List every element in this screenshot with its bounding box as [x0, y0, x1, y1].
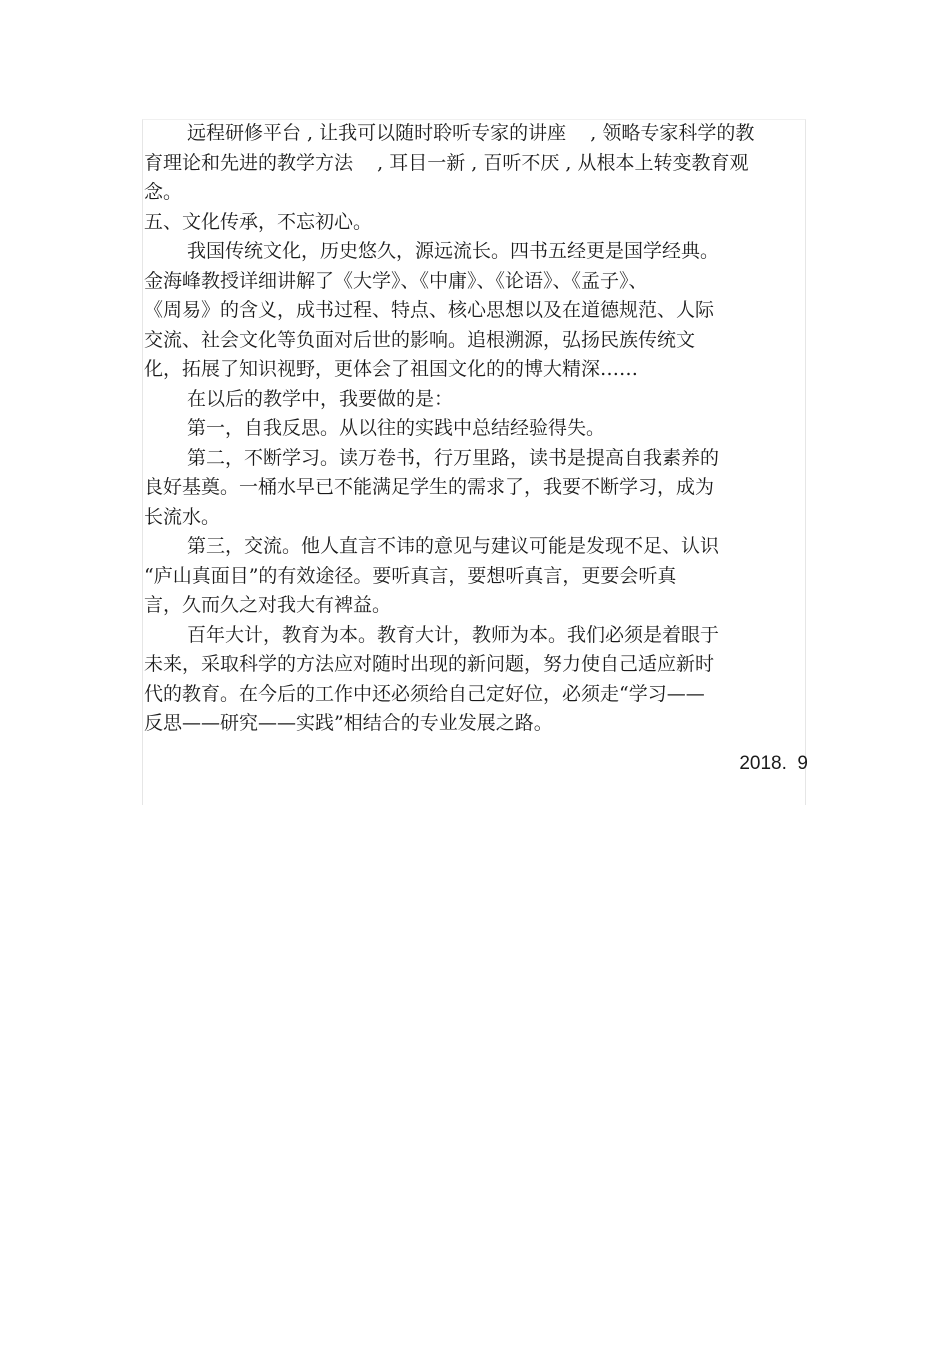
text-line: 我国传统文化，历史悠久，源远流长。四书五经更是国学经典。	[187, 240, 720, 262]
text-line: 远程研修平台 , 让我可以随时聆听专家的讲座 , 领略专家科学的教	[187, 122, 755, 144]
text-line: 反思——研究——实践”相结合的专业发展之路。	[144, 712, 553, 734]
text-line: 百年大计，教育为本。教育大计，教师为本。我们必须是着眼于	[187, 623, 720, 646]
text-line: 《周易》的含义，成书过程、特点、核心思想以及在道德规范、人际	[144, 299, 715, 321]
document-date: 2018. 9	[739, 753, 808, 774]
text-line: 育理论和先进的教学方法 , 耳目一新 , 百听不厌 , 从根本上转变教育观	[144, 151, 749, 174]
text-line: 交流、社会文化等负面对后世的影响。追根溯源，弘扬民族传统文	[144, 328, 696, 351]
section-heading: 五、文化传承，不忘初心。	[144, 210, 373, 233]
text-line: 长流水。	[144, 505, 221, 528]
text-line: 未来，采取科学的方法应对随时出现的新问题，努力使自己适应新时	[144, 653, 715, 675]
text-line: 第二，不断学习。读万卷书，行万里路，读书是提高自我素养的	[187, 446, 720, 469]
text-line: 金海峰教授详细讲解了《大学》、《中庸》、《论语》、《孟子》、	[144, 269, 648, 292]
text-line: 在以后的教学中，我要做的是：	[187, 387, 454, 410]
text-line: 言，久而久之对我大有裨益。	[144, 594, 392, 616]
text-line: 化，拓展了知识视野，更体会了祖国文化的的博大精深……	[144, 358, 639, 380]
text-line: 代的教育。在今后的工作中还必须给自己定好位，必须走“学习——	[144, 682, 705, 705]
text-line: 第一，自我反思。从以往的实践中总结经验得失。	[187, 417, 606, 439]
text-line: 第三，交流。他人直言不讳的意见与建议可能是发现不足、认识	[187, 535, 720, 557]
text-line: “庐山真面目”的有效途径。要听真言，要想听真言，更要会听真	[144, 564, 677, 587]
text-line: 良好基奠。一桶水早已不能满足学生的需求了，我要不断学习，成为	[144, 476, 715, 498]
document-body	[144, 119, 814, 739]
text-line: 念。	[144, 181, 183, 203]
